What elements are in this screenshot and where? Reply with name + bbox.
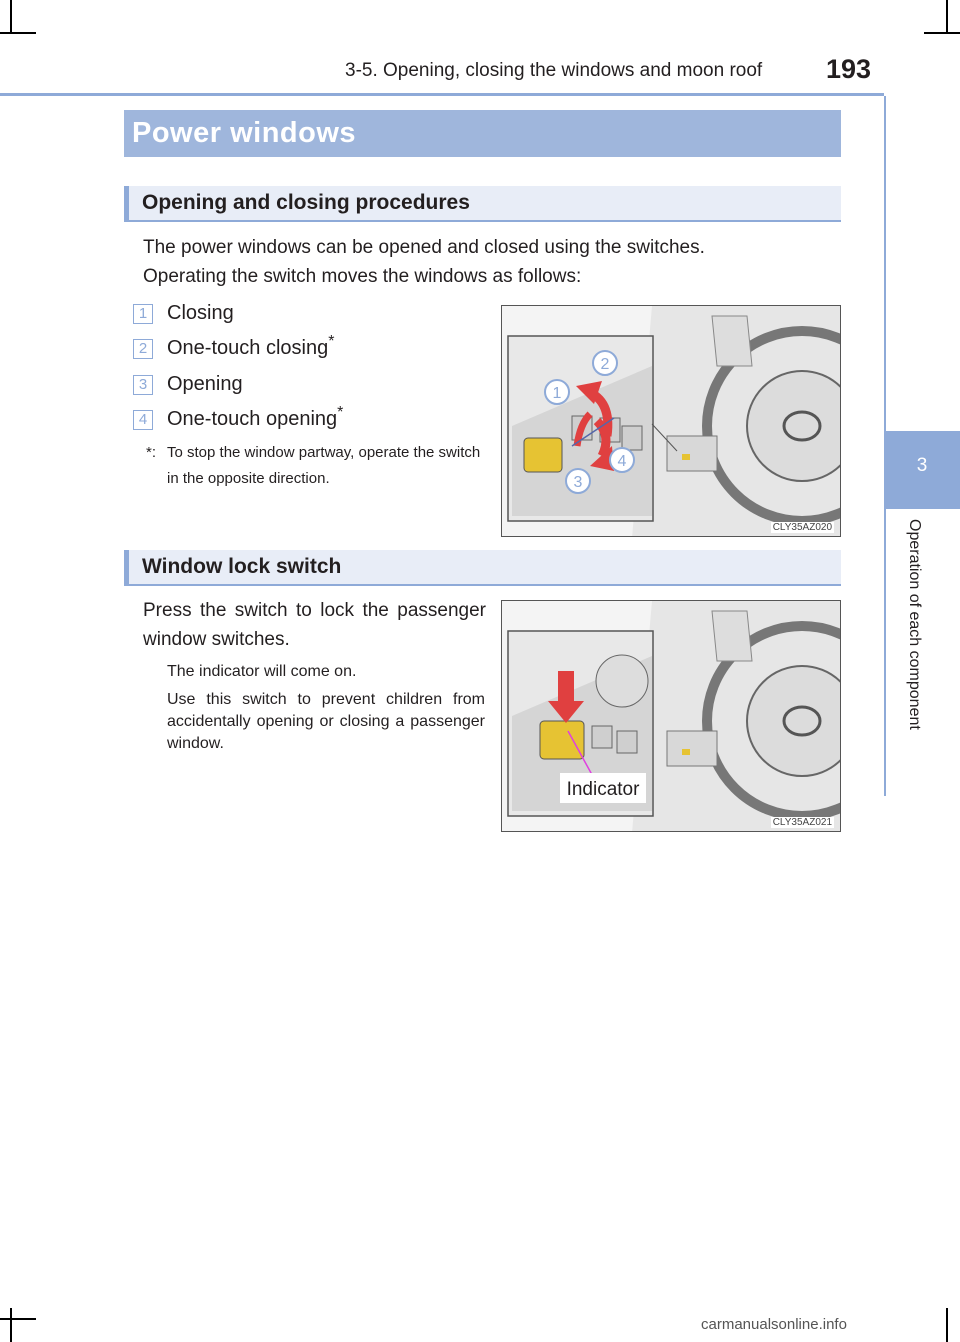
footnote-star: *	[337, 404, 344, 421]
item-number: 3	[133, 375, 153, 395]
subsection-bar	[124, 550, 841, 586]
intro-text: Operating the switch moves the windows as follows:	[143, 266, 582, 287]
footnote-mark: *:	[146, 444, 157, 461]
chapter-header: 3-5. Opening, closing the windows and moon roof	[345, 60, 763, 81]
item-number: 1	[133, 304, 153, 324]
list-item	[167, 333, 335, 360]
figure-callout: 4	[617, 453, 627, 470]
crop-mark	[10, 0, 12, 32]
section-title-bar	[124, 110, 841, 157]
crop-mark	[924, 32, 960, 34]
subsection-title: Window lock switch	[142, 555, 342, 578]
item-number: 2	[133, 339, 153, 359]
figure-callout: 2	[600, 356, 610, 373]
window-switch-figure	[501, 305, 841, 537]
figure-code: CLY35AZ021	[772, 817, 832, 828]
item-number: 4	[133, 410, 153, 430]
subsection-title: Opening and closing procedures	[142, 191, 470, 214]
chapter-side-label	[884, 520, 924, 780]
list-item-label: Opening	[167, 373, 243, 395]
chapter-tab	[884, 431, 960, 509]
window-lock-figure	[501, 600, 841, 832]
lock-subtext: Use this switch to prevent children from accidentally opening or closing a passenger window.	[167, 691, 485, 752]
list-item-label: One-touch opening	[167, 408, 338, 430]
lock-subtext: The indicator will come on.	[167, 663, 357, 680]
footnote-text: To stop the window partway, operate the switch in the opposite direction.	[167, 444, 481, 487]
crop-mark	[0, 32, 36, 34]
subsection-bar	[124, 186, 841, 222]
crop-mark	[0, 1318, 36, 1320]
crop-mark	[10, 1308, 12, 1342]
intro-text: The power windows can be opened and closed using the switches.	[143, 237, 705, 258]
list-item	[167, 302, 234, 325]
page-number: 193	[826, 54, 872, 84]
figure-callout: 1	[552, 385, 562, 402]
watermark: carmanualsonline.info	[701, 1316, 847, 1333]
list-item	[167, 404, 344, 431]
header-rule	[0, 93, 884, 96]
indicator-label: Indicator	[566, 779, 640, 800]
crop-mark	[946, 1308, 948, 1342]
chapter-number: 3	[916, 455, 928, 476]
list-item-label: Closing	[167, 302, 234, 324]
crop-mark	[946, 0, 948, 32]
figure-callout: 3	[573, 474, 583, 491]
lock-text: Press the switch to lock the passenger window switches.	[143, 600, 486, 650]
list-item	[167, 373, 243, 396]
window-lock-illustration	[502, 601, 841, 832]
footnote-star: *	[328, 333, 335, 350]
window-switch-illustration	[502, 306, 841, 537]
chapter-side-label-text: Operation of each component	[906, 519, 923, 730]
figure-code: CLY35AZ020	[772, 522, 832, 533]
footnote	[146, 440, 491, 492]
list-item-label: One-touch closing	[167, 337, 329, 359]
section-title: Power windows	[132, 117, 357, 149]
